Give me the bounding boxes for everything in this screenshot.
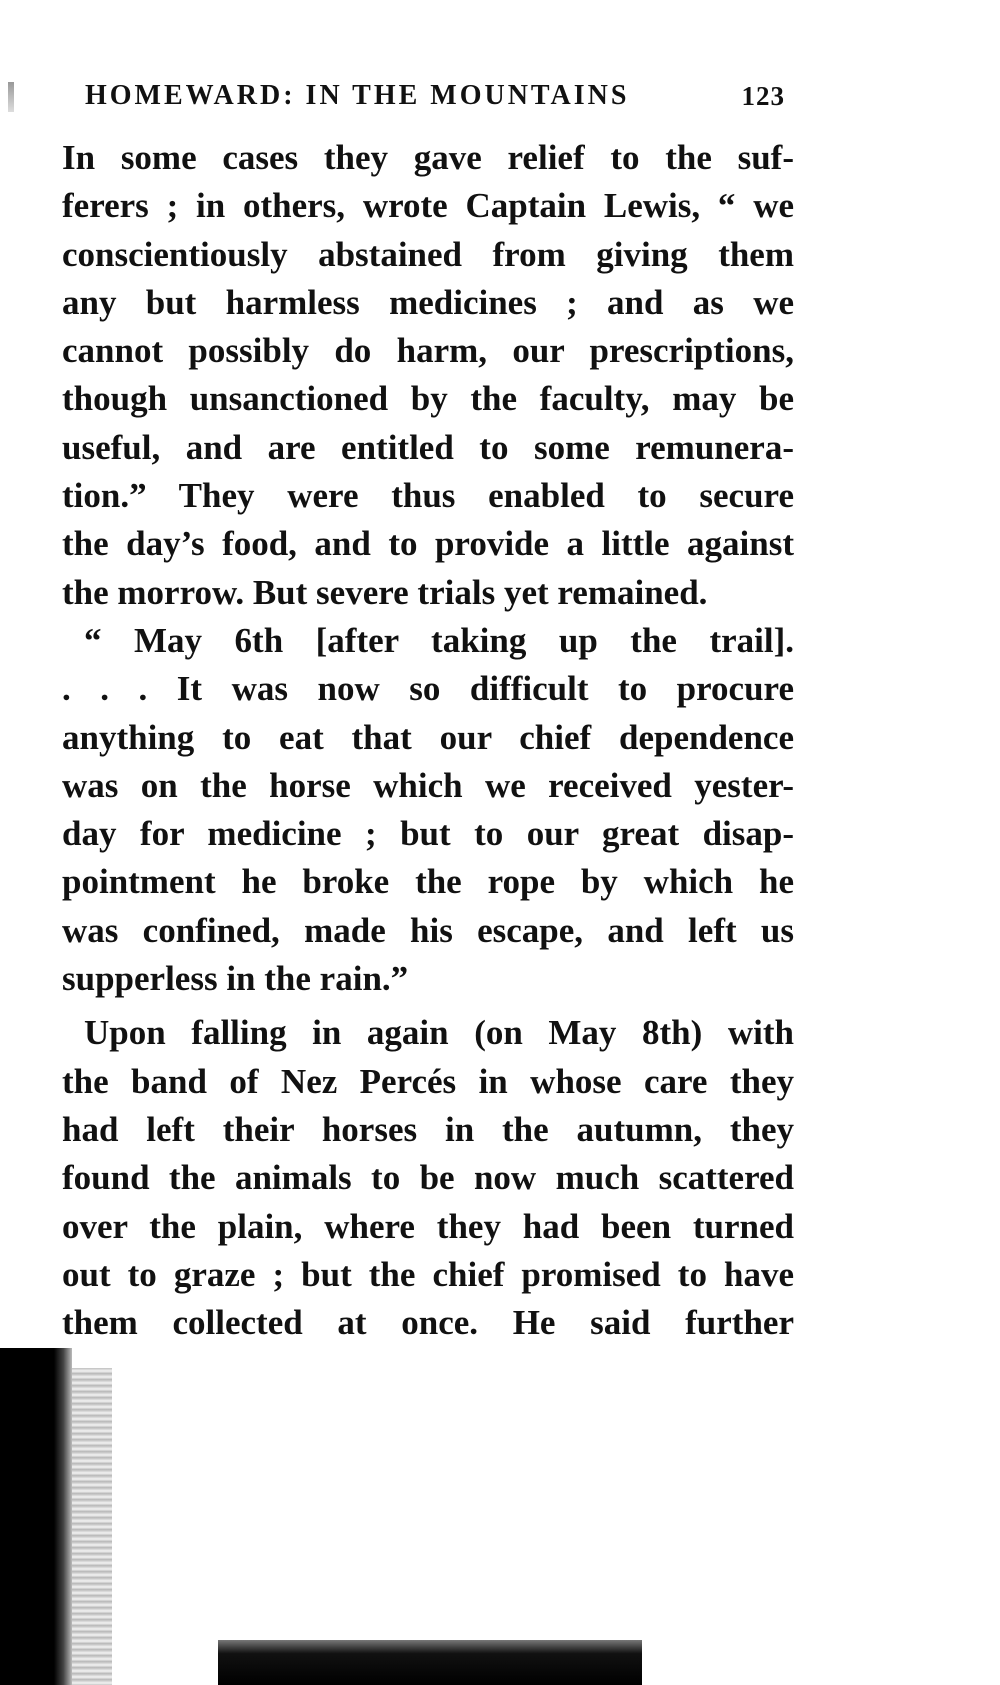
text-line: anything to eat that our chief dependence [62, 717, 794, 757]
running-header [85, 76, 785, 116]
text-line: tion.” They were thus enabled to secure [62, 476, 794, 516]
text-line: ferers ; in others, wrote Captain Lewis, “ we [62, 186, 794, 226]
text-line: them collected at once. He said further [62, 1303, 794, 1343]
text-line: the band of Nez Percés in whose care they [62, 1061, 794, 1101]
text-line: was confined, made his escape, and left us [62, 910, 794, 950]
scan-shadow-left [0, 1348, 72, 1685]
text-line: Upon falling in again (on May 8th) with [84, 1013, 794, 1053]
text-line: useful, and are entitled to some remunera- [62, 427, 794, 467]
body-text [62, 134, 794, 1347]
page-number: 123 [741, 81, 785, 111]
text-line: “ May 6th [after taking up the trail]. [84, 620, 794, 660]
text-line: the morrow. But severe trials yet remained. [62, 572, 708, 612]
text-line: out to graze ; but the chief promised to have [62, 1254, 794, 1294]
text-line: day for medicine ; but to our great disap- [62, 814, 794, 854]
text-line: over the plain, where they had been turned [62, 1206, 794, 1246]
text-line: though unsanctioned by the faculty, may be [62, 379, 794, 419]
text-line: found the animals to be now much scattered [62, 1158, 794, 1198]
text-line: In some cases they gave relief to the suf- [62, 138, 794, 177]
text-line: conscientiously abstained from giving them [62, 234, 794, 274]
scan-shadow-bottom [218, 1640, 642, 1685]
running-title: HOMEWARD: IN THE MOUNTAINS [85, 80, 630, 111]
text-line: had left their horses in the autumn, they [62, 1109, 794, 1149]
text-line: . . . It was now so difficult to procure [62, 669, 794, 709]
text-line: supperless in the rain.” [62, 959, 409, 999]
text-line: cannot possibly do harm, our prescriptions, [62, 331, 794, 371]
scan-edge-mark [8, 82, 14, 112]
text-line: pointment he broke the rope by which he [62, 862, 794, 902]
text-line: any but harmless medicines ; and as we [62, 282, 794, 322]
text-line: was on the horse which we received yester- [62, 765, 794, 805]
text-line: the day’s food, and to provide a little against [62, 524, 794, 564]
